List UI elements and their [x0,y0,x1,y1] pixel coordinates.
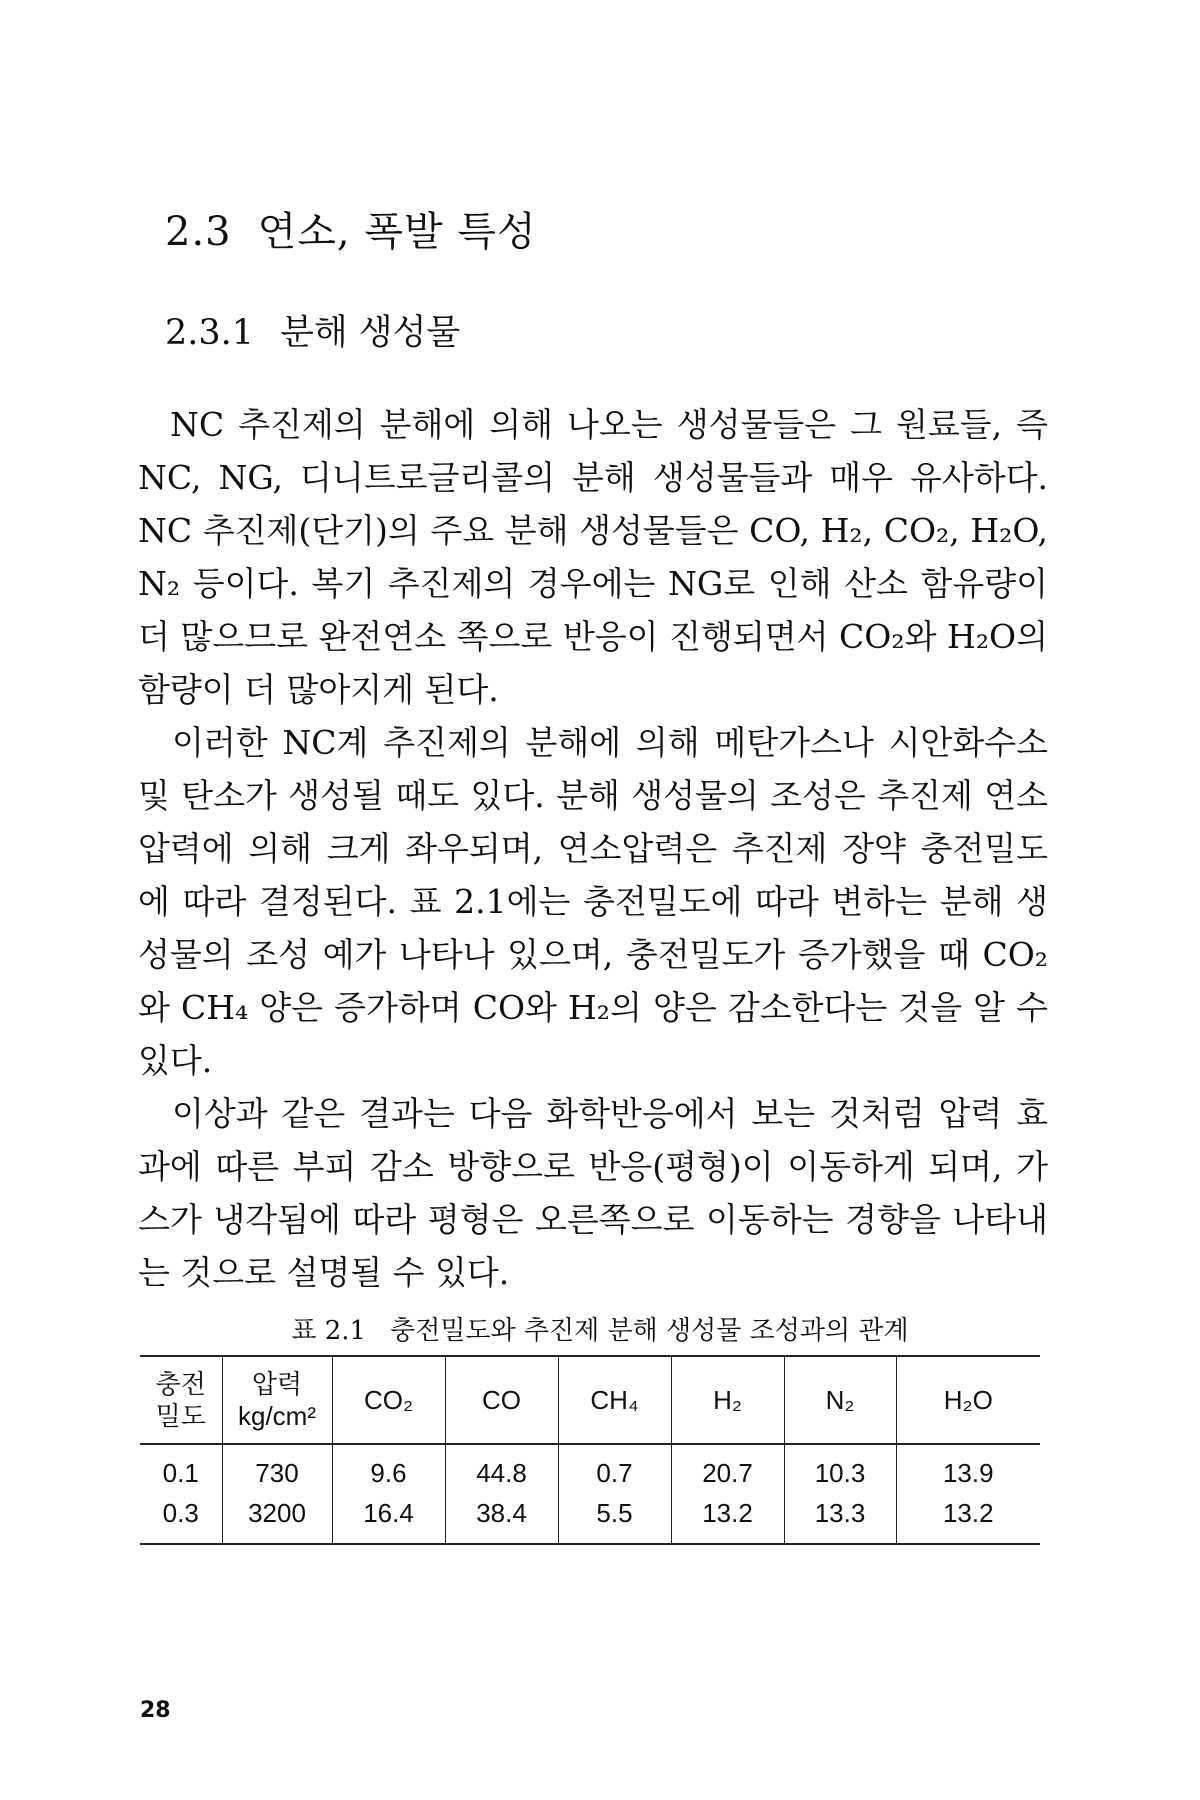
table-cell: 5.5 [558,1493,671,1544]
table-row [140,1444,1040,1493]
table-cell: 13.9 [896,1444,1040,1493]
table-cell: 13.2 [896,1493,1040,1544]
header-pressure-line1: 압력 [251,1369,303,1399]
table-cell: 13.3 [784,1493,896,1544]
table-cell: 0.3 [162,1497,199,1528]
table-cell: 20.7 [671,1444,784,1493]
header-density-line1: 충전 [155,1369,206,1399]
subsection-number: 2.3.1 [165,313,255,353]
header-pressure-line2: kg/cm² [238,1401,316,1431]
table-cell: 44.8 [445,1444,558,1493]
header-density-line2: 밀도 [155,1401,206,1431]
section-heading [165,200,537,257]
subsection-heading [165,305,460,355]
table-cell: 10.3 [784,1444,896,1493]
table-cell: 0.1 [162,1457,199,1488]
table-caption-number: 표 2.1 [291,1316,367,1346]
table-cell: 730 [222,1444,332,1493]
header-h2o: H₂O [896,1356,1040,1444]
header-n2: N₂ [784,1356,896,1444]
table-cell: 0.7 [558,1444,671,1493]
table-header-row [140,1356,1040,1444]
header-ch4: CH₄ [558,1356,671,1444]
header-pressure [222,1356,332,1444]
table-row [140,1493,1040,1544]
body-text [138,398,1048,1299]
paragraph: 이러한 NC계 추진제의 분해에 의해 메탄가스나 시안화수소 및 탄소가 생성될 때도 있다. 분해 생성물의 조성은 추진제 연소 압력에 의해 크게 좌우되며, 연소압력은 추진제 장약 충전밀도에 따라 결정된다. 표 2.1에는 충전밀도에 따라 변하는 분해 생성물의 조성 예가 나타나 있으며, 충전밀도가 증가했을 때 CO₂와 CH₄ 양은 증가하며 CO와 H₂의 양은 감소한다는 것을 알 수 있다. [138,723,1048,1080]
paragraph: NC 추진제의 분해에 의해 나오는 생성물들은 그 원료들, 즉 NC, NG, 디니트로글리콜의 분해 생성물들과 매우 유사하다. NC 추진제(단기)의 주요 분해 생성물들은 CO, H₂, CO₂, H₂O, N₂ 등이다. 복기 추진제의 경우에는 NG로 인해 산소 함유량이 더 많으므로 완전연소 쪽으로 반응이 진행되면서 CO₂와 H₂O의 함량이 더 많아지게 된다. [138,405,1048,709]
header-h2: H₂ [671,1356,784,1444]
subsection-title: 분해 생성물 [280,313,461,353]
header-co2: CO₂ [332,1356,445,1444]
composition-table [140,1355,1040,1545]
table-caption [0,1310,1200,1347]
section-number: 2.3 [165,209,232,255]
header-density [140,1356,222,1444]
table-cell: 3200 [222,1493,332,1544]
table-cell: 38.4 [445,1493,558,1544]
section-title: 연소, 폭발 특성 [257,209,537,255]
table-cell: 16.4 [332,1493,445,1544]
table-cell: 13.2 [671,1493,784,1544]
table-caption-title: 충전밀도와 추진제 분해 생성물 조성과의 관계 [390,1316,909,1346]
paragraph: 이상과 같은 결과는 다음 화학반응에서 보는 것처럼 압력 효과에 따른 부피 감소 방향으로 반응(평형)이 이동하게 되며, 가스가 냉각됨에 따라 평형은 오른쪽으로 이동하는 경향을 나타내는 것으로 설명될 수 있다. [138,1094,1048,1292]
table-cell: 9.6 [332,1444,445,1493]
header-co: CO [445,1356,558,1444]
page-number: 28 [140,1698,171,1723]
